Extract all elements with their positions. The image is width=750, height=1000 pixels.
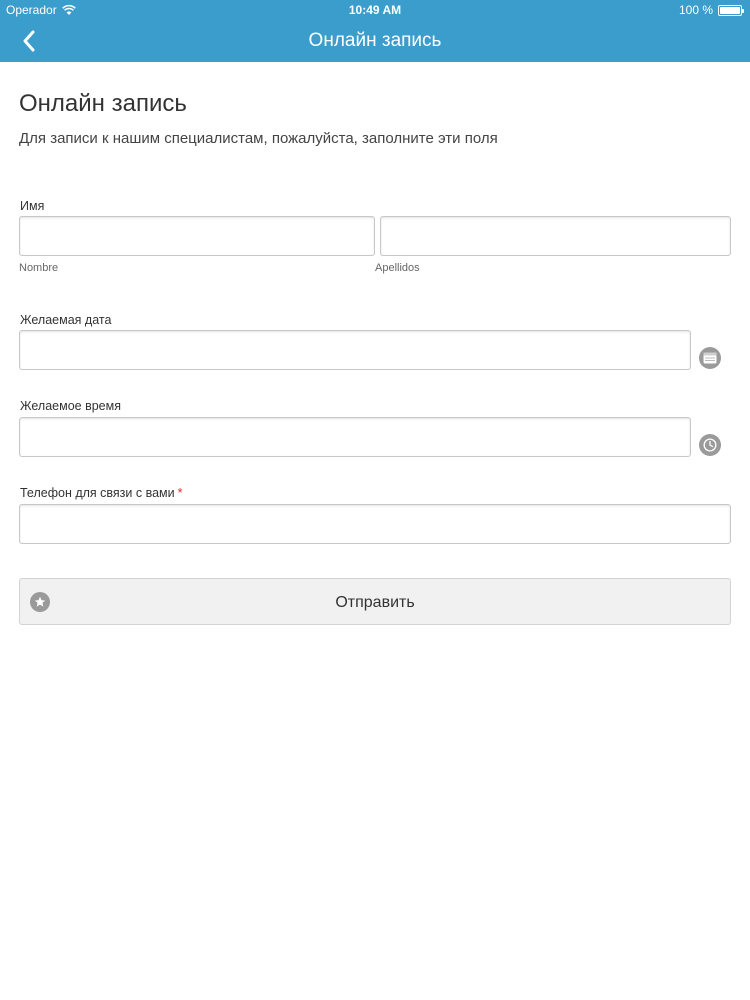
date-label: Желаемая дата	[20, 313, 112, 327]
status-bar	[0, 0, 750, 20]
first-name-input[interactable]	[19, 216, 375, 256]
time-input[interactable]	[19, 417, 691, 457]
submit-label: Отправить	[335, 594, 415, 611]
calendar-icon[interactable]	[699, 347, 721, 369]
last-name-input[interactable]	[380, 216, 731, 256]
battery-icon	[718, 5, 742, 16]
page-subtitle: Для записи к нашим специалистам, пожалуйста, заполните эти поля	[19, 130, 498, 147]
date-input[interactable]	[19, 330, 691, 370]
calendar-glyph-icon	[703, 352, 717, 364]
time-label: Желаемое время	[20, 399, 122, 413]
clock-icon[interactable]	[699, 434, 721, 456]
status-right	[679, 0, 742, 20]
top-bar	[0, 0, 750, 62]
page-title: Онлайн запись	[19, 90, 187, 117]
nav-title: Онлайн запись	[308, 30, 442, 51]
submit-button[interactable]	[19, 578, 731, 625]
battery-label: 100 %	[678, 3, 713, 17]
phone-label	[20, 486, 183, 500]
phone-label-text: Телефон для связи с вами	[20, 486, 175, 500]
clock-glyph-icon	[702, 437, 718, 453]
carrier-label: Operador	[6, 3, 57, 17]
first-name-sublabel: Nombre	[19, 262, 59, 274]
status-time: 10:49 AM	[348, 3, 402, 17]
nav-bar	[0, 20, 750, 62]
name-label: Имя	[20, 199, 45, 213]
required-mark: *	[177, 486, 183, 500]
last-name-sublabel: Apellidos	[375, 262, 420, 274]
phone-input[interactable]	[19, 504, 731, 544]
